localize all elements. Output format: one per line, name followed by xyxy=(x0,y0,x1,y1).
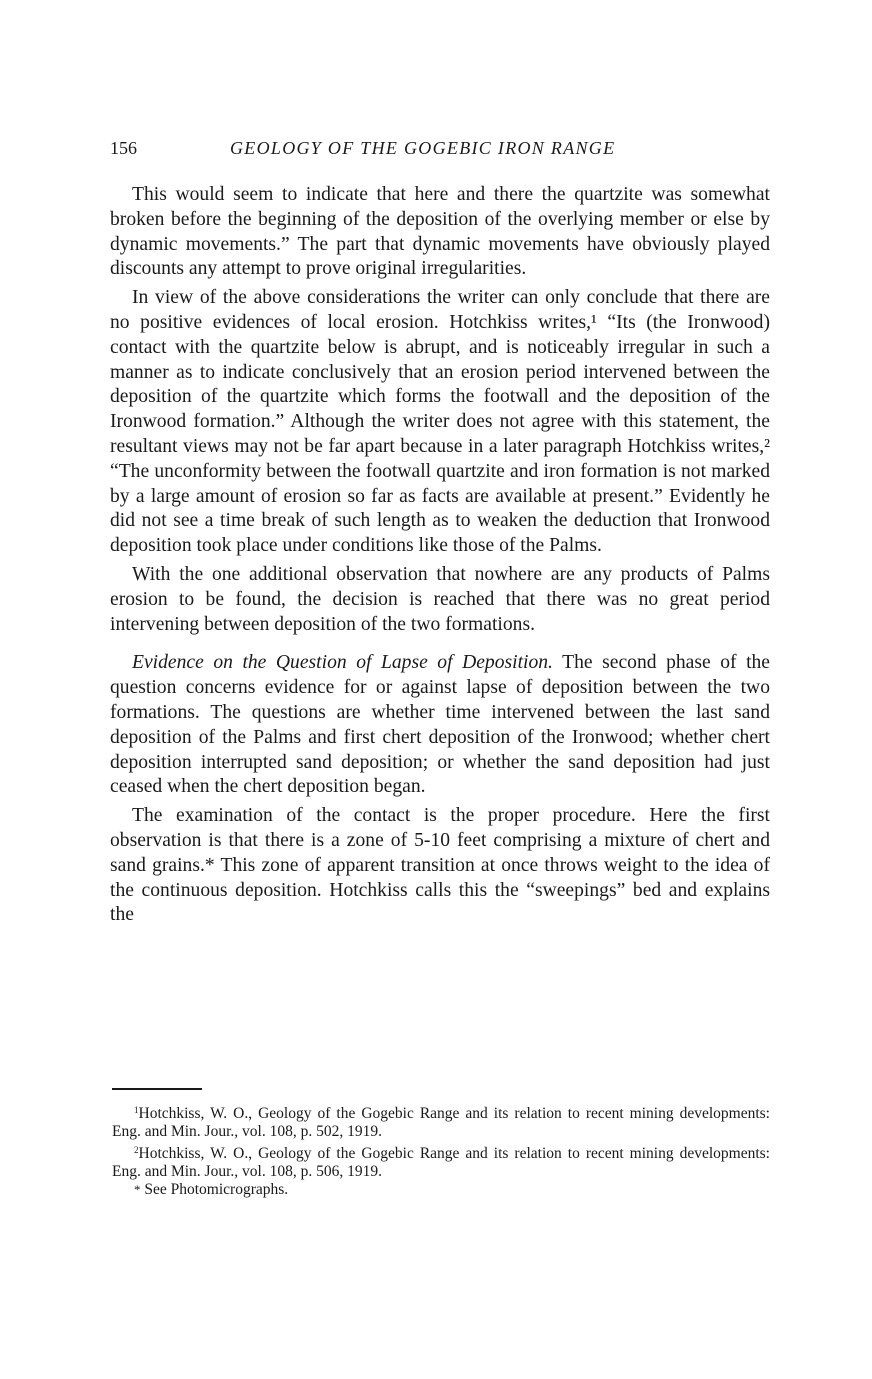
footnote-3-mark: * xyxy=(134,1182,141,1197)
paragraph-5: The examination of the contact is the proper procedure. Here the first observation is that there is a zone of 5-10 feet comprising a mixture of chert and sand grains.* This zone of apparent transition at once throws weight to the idea of the continuous deposition. Hotchkiss calls this the “sweepings” bed and explains the xyxy=(110,805,770,926)
footnote-2-text: Hotchkiss, W. O., Geology of the Gogebic Range and its relation to recent mining developments: Eng. and Min. Jour., vol. 108, p. 506, 1919. xyxy=(112,1145,770,1180)
footnote-1 xyxy=(112,1101,770,1141)
running-title: GEOLOGY OF THE GOGEBIC IRON RANGE xyxy=(230,138,616,158)
footnote-1-text: Hotchkiss, W. O., Geology of the Gogebic Range and its relation to recent mining developments: Eng. and Min. Jour., vol. 108, p. 502, 1919. xyxy=(112,1105,770,1140)
footnotes xyxy=(112,1101,770,1199)
section-heading: Evidence on the Question of Lapse of Deposition. xyxy=(132,652,553,674)
paragraph-4 xyxy=(110,651,770,800)
paragraph-1: This would seem to indicate that here and there the quartzite was somewhat broken before the beginning of the deposition of the overlying member or else by dynamic movements.” The part that dynamic movements have obviously played discounts any attempt to prove original irregularities. xyxy=(110,184,770,280)
body-text xyxy=(110,183,770,928)
footnote-2 xyxy=(112,1141,770,1181)
running-head xyxy=(110,138,770,162)
footnote-3-text: See Photomicrographs. xyxy=(144,1181,289,1198)
footnote-2-mark: 2 xyxy=(134,1145,139,1155)
paragraph-2: In view of the above considerations the writer can only conclude that there are no positive evidences of local erosion. Hotchkiss writes,¹ “Its (the Ironwood) contact with the quartzite below is abrupt, and is noticeably irregular in such a manner as to indicate conclusively that an erosion period intervened between the deposition of the quartzite which forms the footwall and the deposition of the Ironwood formation.” Although the writer does not agree with this statement, the resultant views may not be far apart because in a later paragraph Hotchkiss writes,² “The unconformity between the footwall quartzite and iron formation is not marked by a large amount of erosion so far as facts are available at present.” Evidently he did not see a time break of such length as to weaken the deduction that Ironwood deposition took place under conditions like those of the Palms. xyxy=(110,287,770,557)
footnote-rule xyxy=(112,1088,202,1090)
paragraph-4-text: The second phase of the question concerns evidence for or against lapse of deposition between the two formations. The questions are whether time intervened between the last sand deposition of the Palms and first chert deposition of the Ironwood; whether chert deposition interrupted sand deposition; or whether the sand deposition had just ceased when the chert deposition began. xyxy=(110,652,771,798)
footnote-1-mark: 1 xyxy=(134,1105,139,1115)
footnote-3 xyxy=(112,1181,770,1199)
page-number: 156 xyxy=(110,138,137,158)
paragraph-3: With the one additional observation that nowhere are any products of Palms erosion to be found, the decision is reached that there was no great period intervening between deposition of the two formations. xyxy=(110,563,770,635)
